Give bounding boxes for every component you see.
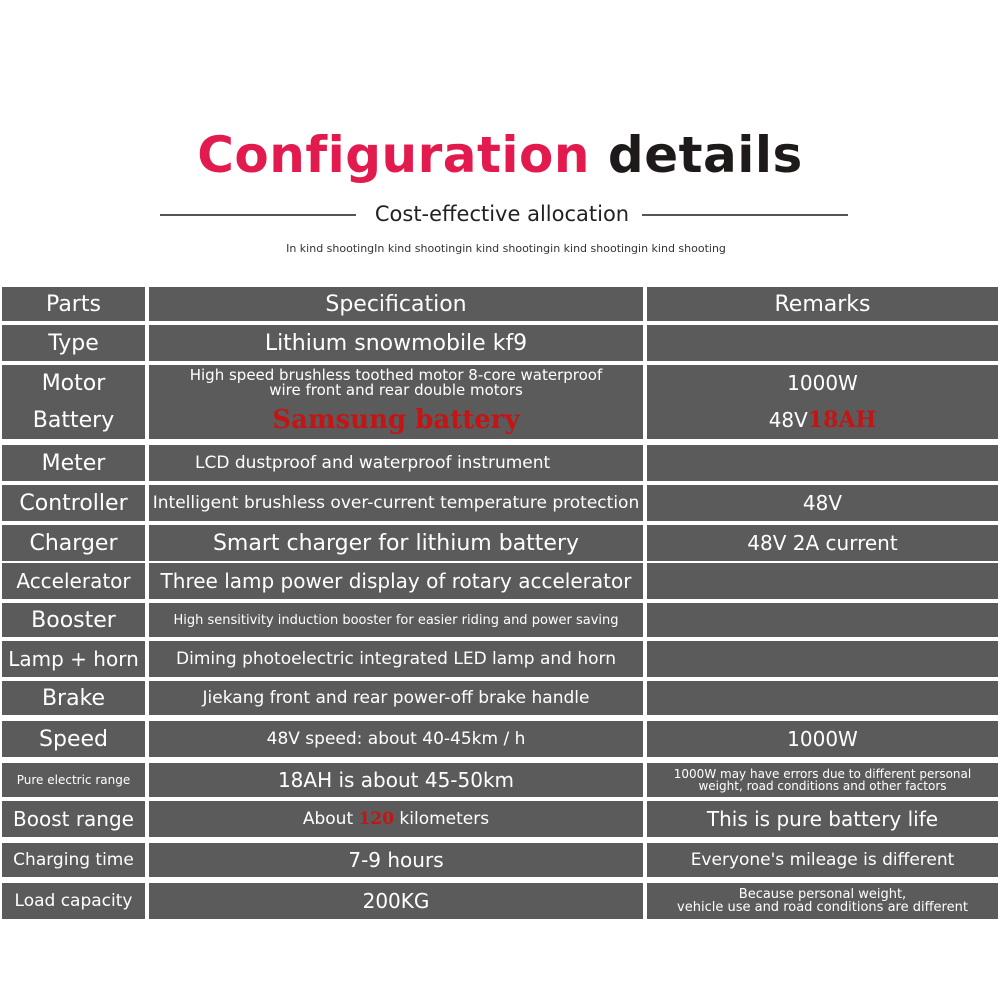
row-part: Type <box>2 325 145 361</box>
tagline: In kind shootingIn kind shootingin kind shootingin kind shootingin kind shooting <box>286 242 726 255</box>
subtitle: Cost-effective allocation <box>374 202 630 226</box>
row-remark: 1000W <box>647 721 998 757</box>
row-spec: 7-9 hours <box>149 843 643 877</box>
row-part: Load capacity <box>2 883 145 919</box>
row-spec <box>149 801 643 837</box>
remark-line: 1000W may have errors due to different personal <box>673 767 972 781</box>
row-spec: Diming photoelectric integrated LED lamp and horn <box>149 641 643 677</box>
title-part2: details <box>607 126 803 184</box>
row-spec: 200KG <box>149 883 643 919</box>
row-part: Meter <box>2 445 145 481</box>
row-remark: Everyone's mileage is different <box>647 843 998 877</box>
row-spec: LCD dustproof and waterproof instrument <box>149 445 643 481</box>
samsung-battery-highlight: Samsung battery <box>272 405 520 435</box>
row-part: Boost range <box>2 801 145 837</box>
row-spec: Lithium snowmobile kf9 <box>149 325 643 361</box>
row-remark <box>647 681 998 715</box>
subtitle-right-line <box>642 214 848 216</box>
row-part: Charger <box>2 525 145 561</box>
row-spec: Intelligent brushless over-current temperature protection <box>149 485 643 521</box>
row-remark <box>647 563 998 599</box>
remark-line: Because personal weight, <box>738 887 907 902</box>
header-parts: Parts <box>2 287 145 321</box>
remark-prefix: 48V <box>768 408 808 432</box>
row-remark: 1000W <box>647 365 998 401</box>
row-remark <box>647 401 998 439</box>
header-specification: Specification <box>149 287 643 321</box>
spec-suffix: kilometers <box>394 809 490 829</box>
row-remark <box>647 641 998 677</box>
spec-line: wire front and rear double motors <box>269 381 523 399</box>
boost-range-highlight: 120 <box>358 809 395 829</box>
row-part: Speed <box>2 721 145 757</box>
row-remark <box>647 325 998 361</box>
row-spec: 48V speed: about 40-45km / h <box>149 721 643 757</box>
row-spec: Smart charger for lithium battery <box>149 525 643 561</box>
spec-line: High speed brushless toothed motor 8-core waterproof <box>189 366 603 384</box>
subtitle-left-line <box>160 214 356 216</box>
row-part: Accelerator <box>2 563 145 599</box>
row-part: Charging time <box>2 843 145 877</box>
row-spec: High sensitivity induction booster for easier riding and power saving <box>149 603 643 637</box>
remark-line: weight, road conditions and other factors <box>698 779 947 793</box>
row-remark <box>647 603 998 637</box>
row-remark <box>647 883 998 919</box>
row-spec: 18AH is about 45-50km <box>149 763 643 797</box>
remark-highlight: 18AH <box>807 407 877 433</box>
row-part: Controller <box>2 485 145 521</box>
row-part: Lamp + horn <box>2 641 145 677</box>
row-spec <box>149 365 643 401</box>
row-part: Booster <box>2 603 145 637</box>
row-spec <box>149 401 643 439</box>
header-remarks: Remarks <box>647 287 998 321</box>
title-part1: Configuration <box>197 126 590 184</box>
row-part: Motor <box>2 365 145 401</box>
row-part: Brake <box>2 681 145 715</box>
row-spec: Three lamp power display of rotary accelerator <box>149 563 643 599</box>
row-remark: This is pure battery life <box>647 801 998 837</box>
page-title <box>0 122 1000 188</box>
row-part: Pure electric range <box>2 763 145 797</box>
row-spec: Jiekang front and rear power-off brake handle <box>149 681 643 715</box>
row-remark <box>647 763 998 797</box>
row-remark: 48V <box>647 485 998 521</box>
row-part: Battery <box>2 401 145 439</box>
spec-prefix: About <box>302 809 359 829</box>
row-remark <box>647 445 998 481</box>
row-remark: 48V 2A current <box>647 525 998 561</box>
remark-line: vehicle use and road conditions are different <box>677 900 968 915</box>
